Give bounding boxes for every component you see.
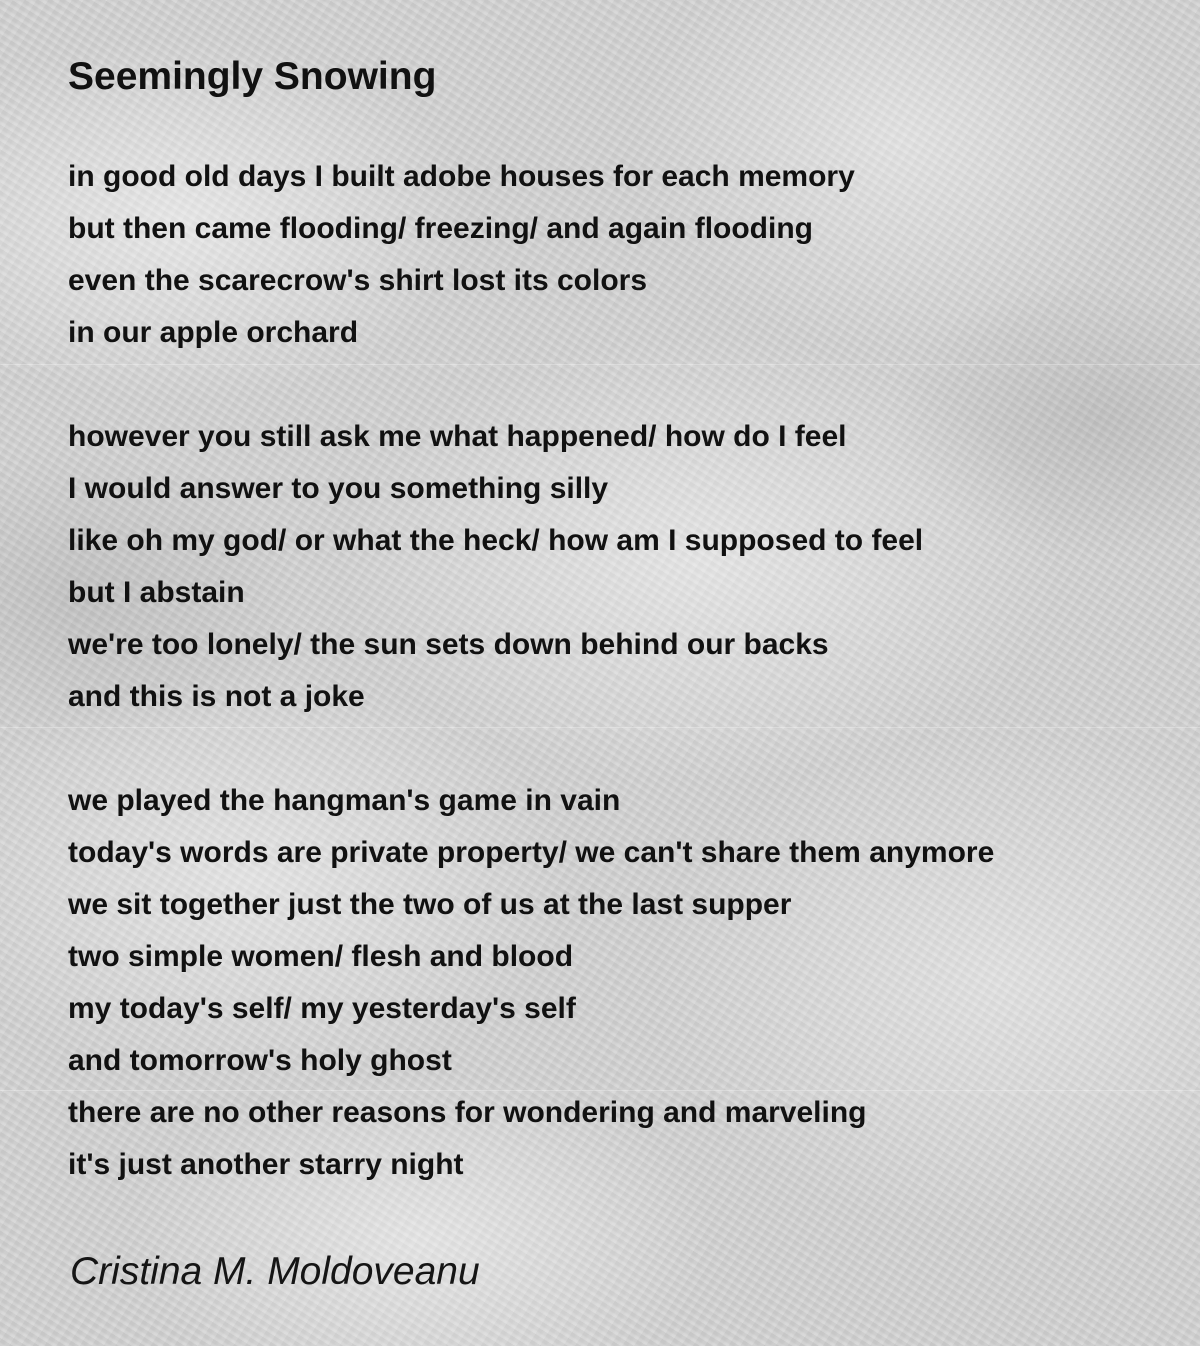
stanza	[68, 411, 1168, 723]
poem-line: however you still ask me what happened/ how do I feel	[68, 420, 847, 453]
author-name: Cristina M. Moldoveanu	[70, 1250, 480, 1293]
stanza	[68, 775, 1168, 1191]
poem-line: and this is not a joke	[68, 680, 365, 713]
poem-line: even the scarecrow's shirt lost its colors	[68, 264, 648, 297]
poem-body	[68, 151, 1168, 1191]
poem-line: today's words are private property/ we can't share them anymore	[68, 836, 995, 869]
poem-line: we're too lonely/ the sun sets down behind our backs	[68, 628, 829, 661]
stanza-break	[68, 359, 1168, 411]
poem-title: Seemingly Snowing	[68, 55, 437, 98]
poem-line: like oh my god/ or what the heck/ how am I supposed to feel	[68, 524, 924, 557]
poem-line: but then came flooding/ freezing/ and again flooding	[68, 212, 813, 245]
poem-line: two simple women/ flesh and blood	[68, 940, 574, 973]
stanza	[68, 151, 1168, 359]
poem-line: my today's self/ my yesterday's self	[68, 992, 576, 1025]
poem-line: we sit together just the two of us at the last supper	[68, 888, 792, 921]
poem-line: we played the hangman's game in vain	[68, 784, 621, 817]
poem-line: I would answer to you something silly	[68, 472, 609, 505]
poem-line: there are no other reasons for wondering and marveling	[68, 1096, 867, 1129]
poem-line: but I abstain	[68, 576, 245, 609]
poem-line: and tomorrow's holy ghost	[68, 1044, 452, 1077]
poem-line: in good old days I built adobe houses for each memory	[68, 160, 855, 193]
poem-line: in our apple orchard	[68, 316, 359, 349]
poem-line: it's just another starry night	[68, 1148, 464, 1181]
stanza-break	[68, 723, 1168, 775]
